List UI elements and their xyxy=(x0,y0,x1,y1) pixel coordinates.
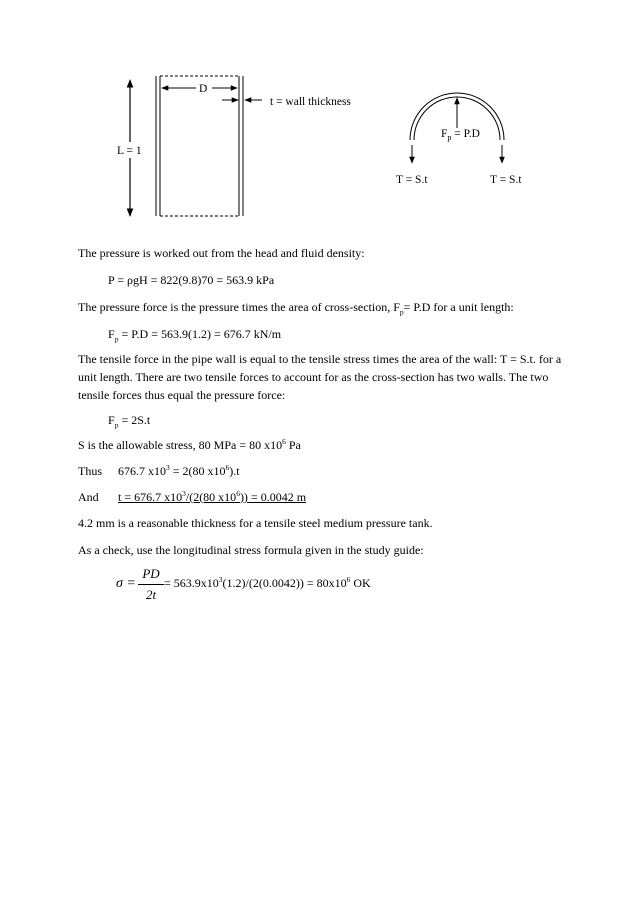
pressure-force-label: $F_p = P.D$ xyxy=(441,128,480,142)
length-label: L = 1 xyxy=(117,145,142,157)
check-result: = $563.9x10^3(1.2)/(2(0.0042)) = 80x10^6$ OK xyxy=(164,575,371,590)
tension-left-label: T = S.t xyxy=(396,174,428,186)
equation-force-balance: $F_p = 2S.t$ xyxy=(108,413,151,430)
thus-line: Thus 676.7 $x10^3 = 2(80$ $x10^6).t$ xyxy=(78,463,240,478)
paragraph-4: S is the allowable stress, 80 MPa = 80 $x10^6$ Pa xyxy=(78,437,301,452)
wall-thickness-label: t = wall thickness xyxy=(270,96,351,108)
equation-pressure: P = ρgH = 822(9.8)70 = 563.9 kPa xyxy=(108,273,275,287)
fraction-numerator: PD xyxy=(142,566,160,581)
fraction-denominator: 2t xyxy=(145,587,157,602)
paragraph-3: The tensile force in the pipe wall is equal to the tensile stress times the area of the wall: T = S.t. for a unit length. There are two tensile forces to account for as the cross-section has two walls. The two tensile forces thus equal the pressure force: xyxy=(78,352,562,402)
paragraph-1: The pressure is worked out from the head and fluid density: xyxy=(78,246,365,260)
pipe-diagram xyxy=(0,0,638,240)
and-line: And t = 676.7 $x10^3/(2(80$ $x10^6)) = 0.0042$ m xyxy=(78,489,307,504)
paragraph-6: As a check, use the longitudinal stress formula given in the study guide: xyxy=(78,543,424,557)
paragraph-5: 4.2 mm is a reasonable thickness for a tensile steel medium pressure tank. xyxy=(78,516,433,530)
sigma-symbol: σ = xyxy=(116,576,136,591)
pipe-walls xyxy=(156,76,243,216)
paragraph-2: The pressure force is the pressure times the area of cross-section, $F_p= P.D$ for a unit length: xyxy=(78,300,514,317)
equation-pressure-force: $F_p = P.D = 563.9(1.2) = 676.7$ kN/m xyxy=(108,327,282,344)
diameter-label: D xyxy=(199,83,208,95)
tension-right-label: T = S.t xyxy=(490,174,522,186)
fraction-pd-over-2t xyxy=(138,566,164,603)
